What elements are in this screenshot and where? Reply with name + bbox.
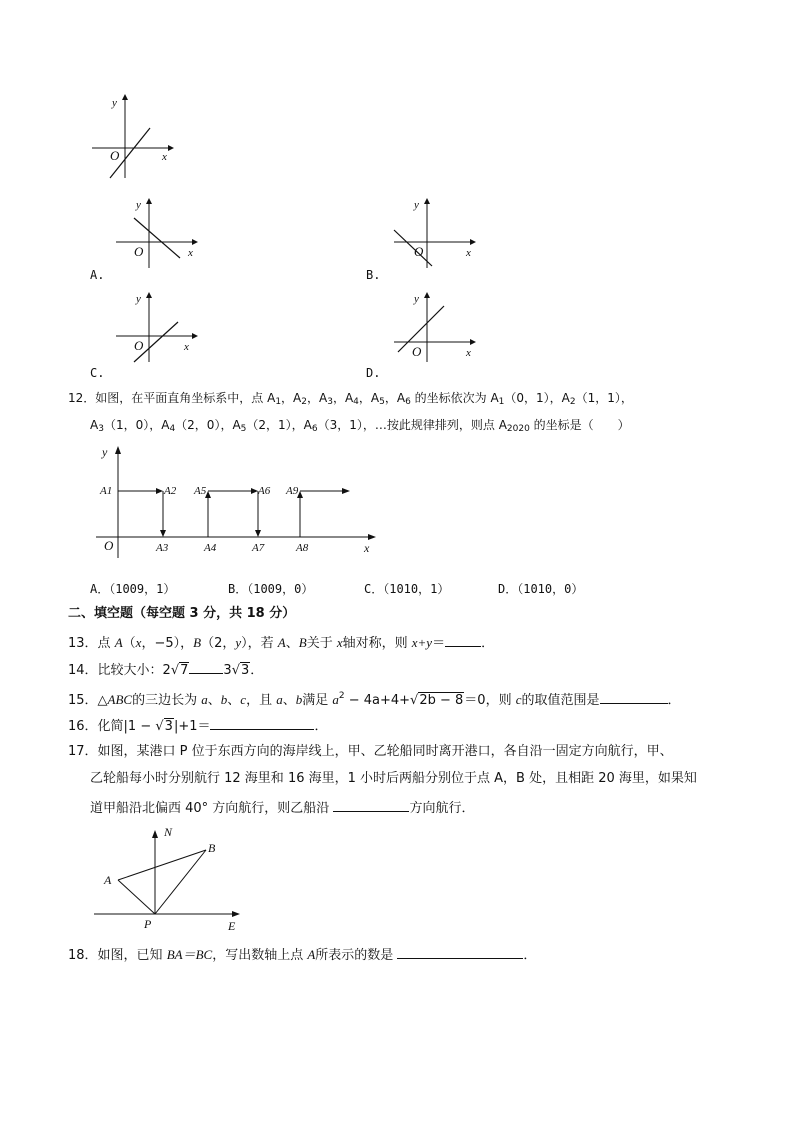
q11-stem-graph <box>88 92 178 182</box>
q13: 13．点 A（x，−5），B（2，y），若 A、B关于 x轴对称，则 x+y＝ ． <box>68 632 494 653</box>
svg-text:P: P <box>144 917 152 931</box>
svg-text:y: y <box>414 199 419 211</box>
svg-text:x: x <box>188 247 193 259</box>
section-title: 二、填空题（每空题 3 分，共 18 分） <box>68 606 296 621</box>
svg-text:A: A <box>104 873 112 887</box>
q18: 18．如图，已知 BA＝BC，写出数轴上点 A所表示的数是 ． <box>68 944 536 965</box>
svg-text:A9: A9 <box>286 485 299 497</box>
svg-text:A6: A6 <box>258 485 271 497</box>
svg-text:A8: A8 <box>296 542 309 554</box>
svg-text:x: x <box>184 341 189 353</box>
q11-option-a[interactable]: A. <box>90 268 105 282</box>
q12-option-a[interactable]: A．（1009，1） <box>90 582 176 596</box>
q13-answer-blank[interactable] <box>445 632 481 647</box>
svg-text:N: N <box>164 825 173 839</box>
q12-option-c[interactable]: C．（1010，1） <box>364 582 450 596</box>
svg-text:A1: A1 <box>100 485 113 497</box>
svg-text:B: B <box>208 841 216 855</box>
svg-text:O: O <box>104 538 114 553</box>
q14-answer-blank[interactable] <box>189 659 223 674</box>
q11-option-c[interactable]: C. <box>90 366 105 380</box>
q16: 16．化简|1 − √3|+1＝ ． <box>68 715 328 736</box>
y-axis-label: y <box>112 97 117 109</box>
q11-option-d[interactable]: D. <box>366 366 381 380</box>
q16-answer-blank[interactable] <box>210 715 314 730</box>
q11-option-d-graph <box>390 290 480 364</box>
svg-text:A3: A3 <box>156 542 169 554</box>
q11-option-c-graph <box>112 290 202 364</box>
q17-graph <box>92 822 252 934</box>
svg-text:y: y <box>136 293 141 305</box>
svg-text:x: x <box>466 347 471 359</box>
svg-text:y: y <box>136 199 141 211</box>
svg-text:O: O <box>134 244 144 259</box>
q12-line1: 12．如图，在平面直角坐标系中，点 $A_1$，$A_2$，$A_3$，$A_4$，$A_5$，$A_6$ 的坐标依次为 $A_1(0$，1），$A_2(1$，1）， <box>68 391 633 407</box>
q17-line2: 乙轮船每小时分别航行 12 海里和 16 海里，1 小时后两船分别位于点 A，B 处，且相距 20 海里，如果知 <box>90 771 697 786</box>
q12-option-d[interactable]: D．（1010，0） <box>498 582 584 596</box>
q17-answer-blank[interactable] <box>333 797 409 812</box>
svg-text:x: x <box>466 247 471 259</box>
q18-answer-blank[interactable] <box>397 944 523 959</box>
svg-text:A7: A7 <box>252 542 265 554</box>
q11-option-a-graph <box>112 196 202 270</box>
q12-option-b[interactable]: B．（1009，0） <box>228 582 314 596</box>
svg-text:y: y <box>102 445 108 459</box>
svg-text:A5: A5 <box>194 485 207 497</box>
svg-text:E: E <box>228 919 236 933</box>
x-axis-label: x <box>162 151 167 163</box>
q14: 14．比较大小：2√7 3√3． <box>68 659 263 680</box>
q17-line3: 道甲船沿北偏西 40° 方向航行，则乙船沿 方向航行． <box>90 797 474 818</box>
q12-line2: $A_3(1$，0），$A_4(2$，0），$A_5(2$，1），$A_6(3$，1），…按此规律排列，则点 $A_{2020}$ 的坐标是（ ） <box>90 418 630 434</box>
svg-text:O: O <box>134 338 144 353</box>
svg-text:A4: A4 <box>204 542 217 554</box>
q12-graph <box>96 440 386 560</box>
q17-line1: 17．如图，某港口 P 位于东西方向的海岸线上，甲、乙轮船同时离开港口，各自沿一固定方向航行，甲、 <box>68 744 673 759</box>
svg-text:O: O <box>412 344 422 359</box>
origin-label: O <box>110 148 120 163</box>
svg-text:x: x <box>364 541 370 555</box>
svg-text:A2: A2 <box>164 485 177 497</box>
q11-option-b[interactable]: B. <box>366 268 381 282</box>
q11-option-b-graph <box>390 196 480 270</box>
svg-text:y: y <box>414 293 419 305</box>
svg-text:O: O <box>414 244 424 259</box>
q15-answer-blank[interactable] <box>600 689 668 704</box>
q15: 15．△ABC的三边长为 a、b、c，且 a、b满足 $a^2 - 4a+4+√2b - 8=0$，则 c的取值范围是 ． <box>68 691 681 708</box>
